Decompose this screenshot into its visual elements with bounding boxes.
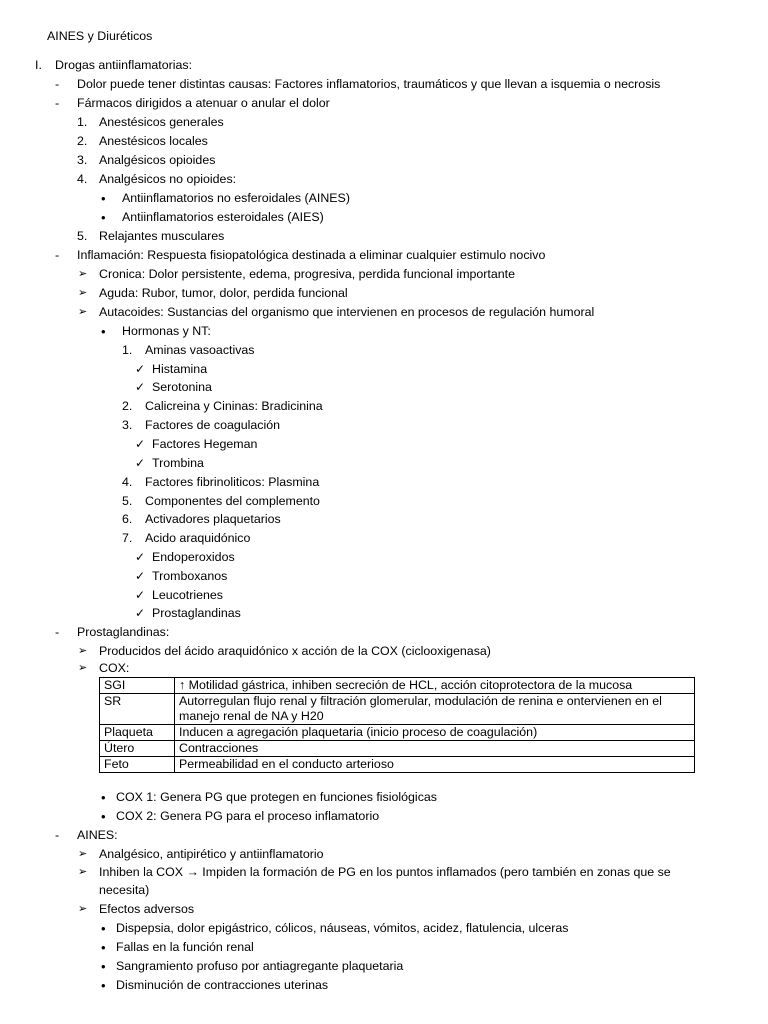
list-item: Relajantes musculares <box>99 229 225 243</box>
table-row <box>100 678 695 694</box>
arrow-bullet-icon: ➢ <box>78 662 88 674</box>
list-item: Drogas antiinflamatorias: <box>55 58 193 72</box>
bullet-icon: • <box>101 940 106 955</box>
bullet-icon: • <box>101 959 106 974</box>
list-item: Fallas en la función renal <box>116 940 254 954</box>
check-icon: ✓ <box>135 456 146 470</box>
list-marker: 2. <box>77 134 88 148</box>
check-icon: ✓ <box>135 437 146 451</box>
bullet-icon: • <box>101 790 106 805</box>
list-item: Factores Hegeman <box>152 437 258 451</box>
list-item: Producidos del ácido araquidónico x acción de la COX (ciclooxigenasa) <box>99 644 491 658</box>
list-item: Dispepsia, dolor epigástrico, cólicos, náuseas, vómitos, acidez, flatulencia, ulceras <box>116 921 569 935</box>
list-item: Componentes del complemento <box>145 494 320 508</box>
check-icon: ✓ <box>135 362 146 376</box>
list-item: Prostaglandinas: <box>77 625 170 639</box>
table-cell-key: SR <box>100 694 175 725</box>
arrow-bullet-icon: ➢ <box>78 645 88 657</box>
list-marker: - <box>55 625 60 639</box>
list-item: necesita) <box>99 883 150 897</box>
check-icon: ✓ <box>135 606 146 620</box>
table-row <box>100 725 695 741</box>
list-item: Inflamación: Respuesta fisiopatológica destinada a eliminar cualquier estimulo nocivo <box>77 248 546 262</box>
check-icon: ✓ <box>135 550 146 564</box>
list-item: Sangramiento profuso por antiagregante plaquetaria <box>116 959 404 973</box>
bullet-icon: • <box>101 191 106 206</box>
list-item: Efectos adversos <box>99 902 195 916</box>
list-item: Anestésicos locales <box>99 134 208 148</box>
bullet-icon: • <box>101 921 106 936</box>
list-item: Activadores plaquetarios <box>145 512 281 526</box>
document-title: AINES y Diuréticos <box>47 29 153 43</box>
list-item: Anestésicos generales <box>99 115 224 129</box>
table-cell-value: Permeabilidad en el conducto arterioso <box>175 757 695 773</box>
list-marker: 3. <box>122 418 133 432</box>
list-item: Histamina <box>152 362 208 376</box>
arrow-bullet-icon: ➢ <box>78 268 88 280</box>
list-item: Prostaglandinas <box>152 606 241 620</box>
list-item: COX 1: Genera PG que protegen en funciones fisiológicas <box>116 790 437 804</box>
list-marker: I. <box>35 58 42 72</box>
table-cell-value: Contracciones <box>175 741 695 757</box>
list-marker: 2. <box>122 399 133 413</box>
bullet-icon: • <box>101 210 106 225</box>
table-cell-key: Feto <box>100 757 175 773</box>
arrow-bullet-icon: ➢ <box>78 848 88 860</box>
list-marker: 1. <box>122 343 133 357</box>
list-item: Aguda: Rubor, tumor, dolor, perdida funcional <box>99 286 348 300</box>
list-marker: 4. <box>122 475 133 489</box>
list-item: Analgésicos no opioides: <box>99 172 237 186</box>
list-item: Calicreina y Cininas: Bradicinina <box>145 399 323 413</box>
check-icon: ✓ <box>135 588 146 602</box>
arrow-bullet-icon: ➢ <box>78 866 88 878</box>
list-marker: - <box>55 77 60 91</box>
table-cell-key: Útero <box>100 741 175 757</box>
list-item: Dolor puede tener distintas causas: Factores inflamatorios, traumáticos y que llevan a isquemia o necrosis <box>77 77 661 91</box>
cox-table <box>99 677 695 773</box>
list-item: Cronica: Dolor persistente, edema, progresiva, perdida funcional importante <box>99 267 515 281</box>
list-item: Aminas vasoactivas <box>145 343 255 357</box>
table-cell-value: Autorregulan flujo renal y filtración glomerular, modulación de renina e ontervienen en el manejo renal de NA y H20 <box>175 694 695 725</box>
list-item: Acido araquidónico <box>145 531 251 545</box>
table-row <box>100 741 695 757</box>
list-item: AINES: <box>77 828 118 842</box>
arrow-bullet-icon: ➢ <box>78 903 88 915</box>
list-item: Leucotrienes <box>152 588 223 602</box>
list-item: Endoperoxidos <box>152 550 235 564</box>
list-marker: 6. <box>122 512 133 526</box>
table-cell-key: SGI <box>100 678 175 694</box>
check-icon: ✓ <box>135 569 146 583</box>
check-icon: ✓ <box>135 380 146 394</box>
list-marker: 7. <box>122 531 133 545</box>
list-marker: 4. <box>77 172 88 186</box>
list-item: COX 2: Genera PG para el proceso inflamatorio <box>116 809 380 823</box>
list-item: Analgésicos opioides <box>99 153 216 167</box>
list-marker: 5. <box>77 229 88 243</box>
arrow-bullet-icon: ➢ <box>78 306 88 318</box>
table-row <box>100 757 695 773</box>
list-item: Antiinflamatorios no esferoidales (AINES) <box>122 191 350 205</box>
list-marker: 5. <box>122 494 133 508</box>
bullet-icon: • <box>101 978 106 993</box>
list-marker: - <box>55 248 60 262</box>
table-cell-value: Inducen a agregación plaquetaria (inicio proceso de coagulación) <box>175 725 695 741</box>
list-marker: - <box>55 828 60 842</box>
list-marker: 3. <box>77 153 88 167</box>
list-item: Inhiben la COX → Impiden la formación de PG en los puntos inflamados (pero también en zonas que se <box>99 865 671 879</box>
list-item: Trombina <box>152 456 204 470</box>
list-item: COX: <box>99 661 130 675</box>
list-item: Hormonas y NT: <box>122 324 211 338</box>
list-item: Tromboxanos <box>152 569 228 583</box>
list-item: Autacoides: Sustancias del organismo que intervienen en procesos de regulación humoral <box>99 305 595 319</box>
bullet-icon: • <box>101 324 106 339</box>
arrow-bullet-icon: ➢ <box>78 287 88 299</box>
table-cell-key: Plaqueta <box>100 725 175 741</box>
table-cell-value: ↑ Motilidad gástrica, inhiben secreción de HCL, acción citoprotectora de la mucosa <box>175 678 695 694</box>
list-item: Disminución de contracciones uterinas <box>116 978 329 992</box>
list-item: Analgésico, antipirético y antiinflamatorio <box>99 847 324 861</box>
list-item: Fármacos dirigidos a atenuar o anular el dolor <box>77 96 330 110</box>
list-item: Serotonina <box>152 380 212 394</box>
list-marker: 1. <box>77 115 88 129</box>
list-item: Antiinflamatorios esteroidales (AIES) <box>122 210 324 224</box>
list-marker: - <box>55 96 60 110</box>
list-item: Factores de coagulación <box>145 418 281 432</box>
list-item: Factores fibrinoliticos: Plasmina <box>145 475 320 489</box>
table-row <box>100 694 695 725</box>
bullet-icon: • <box>101 809 106 824</box>
